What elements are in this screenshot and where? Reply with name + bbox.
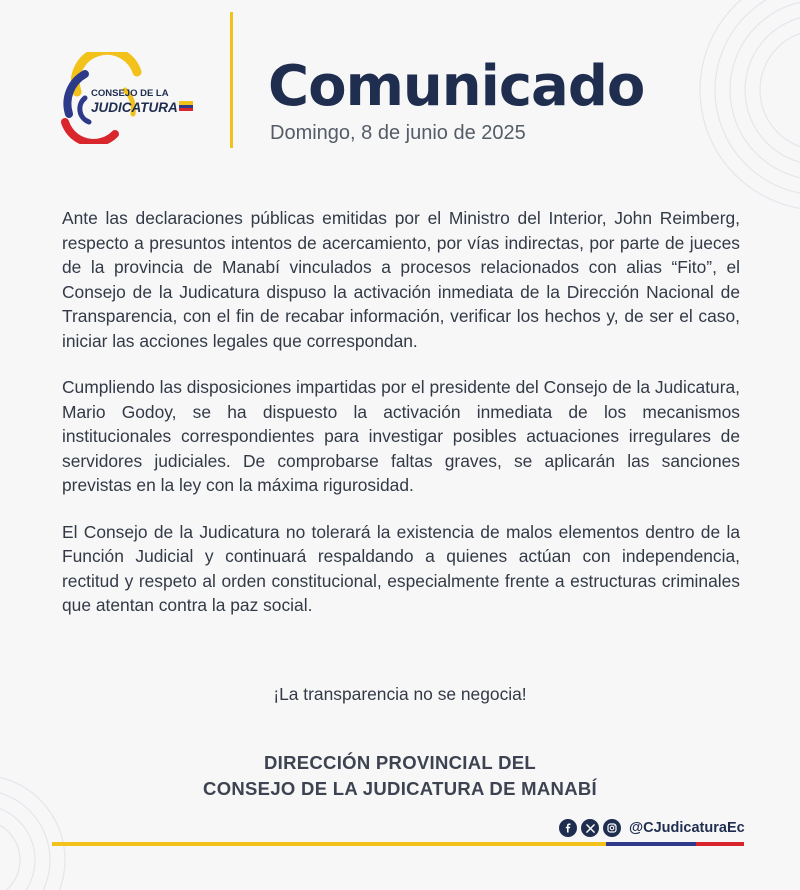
signature-line-1: DIRECCIÓN PROVINCIAL DEL <box>263 752 537 773</box>
paragraph-3: El Consejo de la Judicatura no tolerará la existencia de malos elementos dentro de la Función Judicial y continuará respaldando a quienes actúan con independencia, rectitud y respeto al orden constitucional, especialmente frente a estructuras criminales que atentan contra la paz social. <box>62 521 740 615</box>
tricolor-blue <box>606 842 696 846</box>
paragraph-1: Ante las declaraciones públicas emitidas por el Ministro del Interior, John Reimberg, respecto a presuntos intentos de acercamiento, por vías indirectas, por parte de jueces de la provincia de Manabí vinculados a procesos relacionados con alias “Fito”, el Consejo de la Judicatura dispuso la activación inmediata de la Dirección Nacional de Transparencia, con el fin de recabar información, verificar los hechos y, de ser el caso, iniciar las acciones legales que correspondan. <box>62 208 740 351</box>
signature-block <box>0 750 800 802</box>
header-divider <box>230 12 233 148</box>
tricolor-red <box>696 842 744 846</box>
paragraph-2: Cumpliendo las disposiciones impartidas por el presidente del Consejo de la Judicatura, Mario Godoy, se ha dispuesto la activación inmediata de los mecanismos institucionales correspondientes para investigar posibles actuaciones irregulares de servidores judiciales. De comprobarse faltas graves, se aplicarán las sanciones previstas en la ley con la máxima rigurosidad. <box>62 377 740 495</box>
consejo-judicatura-logo <box>55 52 200 144</box>
social-handle[interactable]: @CJudicaturaEc <box>629 820 745 836</box>
logo-text-line1: CONSEJO DE LA <box>91 88 169 99</box>
page-title: Comunicado <box>268 54 645 119</box>
signature-line-2: CONSEJO DE LA JUDICATURA DE MANABÍ <box>203 778 597 799</box>
logo-text-line2: JUDICATURA <box>91 100 178 115</box>
slogan: ¡La transparencia no se negocia! <box>273 684 527 704</box>
x-icon[interactable] <box>581 819 599 837</box>
publication-date: Domingo, 8 de junio de 2025 <box>270 122 526 144</box>
communique-body <box>62 206 740 640</box>
tricolor-bar <box>52 842 744 846</box>
instagram-icon[interactable] <box>603 819 621 837</box>
tricolor-yellow <box>52 842 606 846</box>
social-links <box>559 817 745 839</box>
facebook-icon[interactable] <box>559 819 577 837</box>
